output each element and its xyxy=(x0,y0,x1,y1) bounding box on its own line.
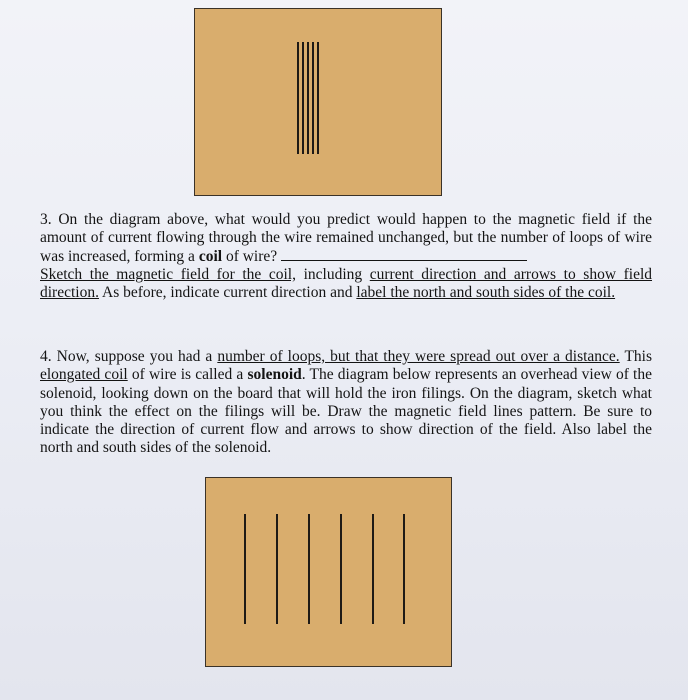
question-3 xyxy=(40,211,652,302)
q4-text-4: . The diagram below represents an overhead view of the solenoid, looking down on the board that will hold the iron filings. On the diagram, sketch what you think the effect on the filings will be. Draw the magnetic field lines pattern. Be sure to indicate the direction of current flow and arrows to show direction of the field. Also label the north and south sides of the solenoid. xyxy=(40,366,652,457)
q3-number: 3. xyxy=(40,211,52,228)
q4-loops-phrase: number of loops, but that they were spread out over a distance. xyxy=(217,348,620,365)
q3-text-1: On the diagram above, what would you predict would happen to the magnetic field if the amount of current flowing through the wire remained unchanged, but the number of loops of wire was increased, forming a xyxy=(40,211,652,265)
q3-label-instruction: label the north and south sides of the coil. xyxy=(356,284,616,302)
q3-sketch-instruction: Sketch the magnetic field for the coil, xyxy=(40,265,296,283)
q3-text-2: of wire? xyxy=(225,247,278,265)
coil-wires xyxy=(195,9,440,194)
q3-answer-blank[interactable] xyxy=(281,248,527,261)
question-4 xyxy=(40,348,652,458)
q3-coil-term: coil xyxy=(198,247,223,265)
q4-text-3: of wire is called a xyxy=(131,366,244,384)
q4-text-1: Now, suppose you had a xyxy=(56,348,213,365)
q3-text-3: including xyxy=(303,265,363,283)
q4-number: 4. xyxy=(40,348,52,365)
q4-elongated-coil: elongated coil xyxy=(40,366,128,384)
solenoid-board-diagram xyxy=(205,477,452,667)
q3-current-instruction: current direction and arrows to show field direction. xyxy=(40,265,653,302)
solenoid-wires xyxy=(206,478,450,665)
q3-text-4: As before, indicate current direction and xyxy=(102,284,353,302)
q4-text-2: This xyxy=(624,348,653,365)
q4-solenoid-term: solenoid xyxy=(247,366,302,384)
coil-board-diagram xyxy=(194,8,442,196)
